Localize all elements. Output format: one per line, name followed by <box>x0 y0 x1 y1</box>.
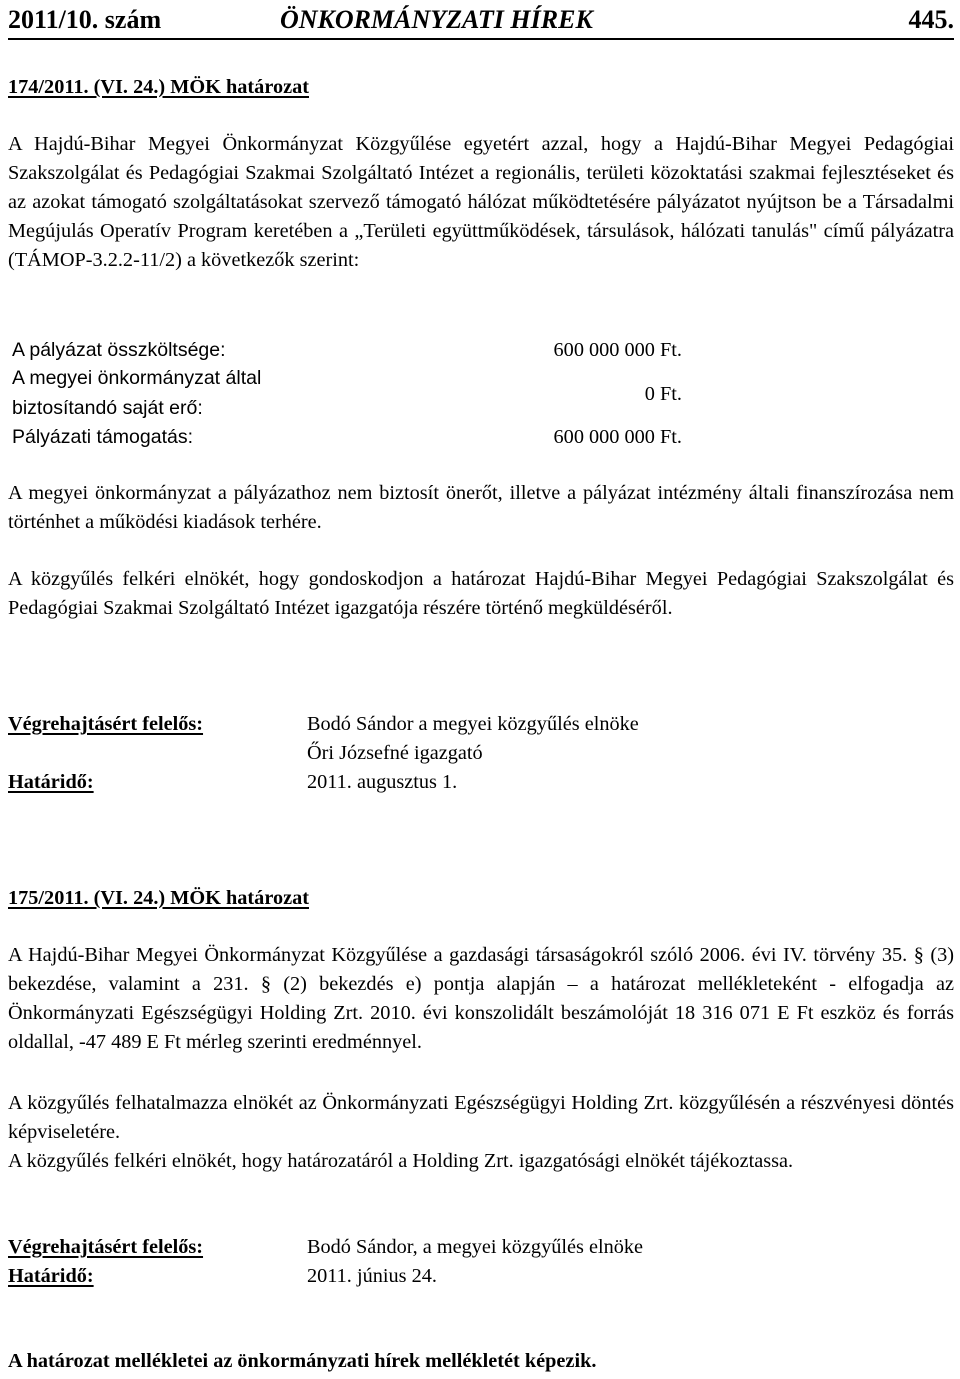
total-cost-label: A pályázat összköltsége: <box>12 339 226 361</box>
responsible-person: Bodó Sándor, a megyei közgyűlés elnöke <box>307 1236 644 1258</box>
resolution-174-paragraph-3: A közgyűlés felkéri elnökét, hogy gondoskodjon a határozat Hajdú-Bihar Megyei Pedagógiai Szakszolgálat és Pedagógiai Szakmai Szolgáltató Intézet igazgatója részére történő megküldéséről. <box>8 568 954 619</box>
responsible-person-1: Bodó Sándor a megyei közgyűlés elnöke <box>307 713 639 735</box>
attachments-note: A határozat mellékletei az önkormányzati hírek mellékletét képezik. <box>8 1350 597 1372</box>
resolution-174-title: 174/2011. (VI. 24.) MÖK határozat <box>8 76 309 98</box>
grant-value: 600 000 000 Ft. <box>553 426 682 448</box>
responsible-label: Végrehajtásért felelős: <box>8 713 204 735</box>
resolution-174-paragraph-1: A Hajdú-Bihar Megyei Önkormányzat Közgyűlése egyetért azzal, hogy a Hajdú-Bihar Megyei Pedagógiai Szakszolgálat és Pedagógiai Szakmai Szolgáltató Intézet a regionális, területi közoktatási szakmai fejlesztéseket és az azokat támogató szolgáltatásokat szervező támogató hálózat működtetésére pályázatot nyújtson be a Társadalmi Megújulás Operatív Program keretében a „Területi együttműködések, társulások, hálózati tanulás" című pályázatra (TÁMOP-3.2.2-11/2) a következők szerint: <box>8 133 954 271</box>
deadline-value: 2011. augusztus 1. <box>307 771 458 793</box>
issue-number: 2011/10. szám <box>8 5 162 34</box>
page-header <box>8 2 954 40</box>
own-contribution-value: 0 Ft. <box>644 383 682 405</box>
resolution-174-responsible <box>8 710 954 740</box>
resolution-175-title: 175/2011. (VI. 24.) MÖK határozat <box>8 887 309 909</box>
page-number: 445. <box>908 5 954 34</box>
resolution-175-paragraph-2: A közgyűlés felhatalmazza elnökét az Önkormányzati Egészségügyi Holding Zrt. közgyűlésén a részvényesi döntés képviseletére. <box>8 1092 954 1143</box>
deadline-label: Határidő: <box>8 771 94 793</box>
deadline-value: 2011. június 24. <box>307 1265 437 1287</box>
resolution-174-responsible-2 <box>8 739 954 769</box>
responsible-person-2: Őri Józsefné igazgató <box>307 742 483 764</box>
publication-title: ÖNKORMÁNYZATI HÍREK <box>280 5 593 34</box>
own-contribution-label-line2: biztosítandó saját erő: <box>12 397 203 419</box>
total-cost-value: 600 000 000 Ft. <box>553 339 682 361</box>
resolution-175-paragraph-3: A közgyűlés felkéri elnökét, hogy határozatáról a Holding Zrt. igazgatósági elnökét tájékoztassa. <box>8 1150 794 1172</box>
responsible-label: Végrehajtásért felelős: <box>8 1236 204 1258</box>
grant-label: Pályázati támogatás: <box>12 426 194 448</box>
resolution-175-paragraph-1: A Hajdú-Bihar Megyei Önkormányzat Közgyűlése a gazdasági társaságokról szóló 2006. évi IV. törvény 35. § (3) bekezdése, valamint a 231. § (2) bekezdés e) pontja alapján – a határozat mellékleteként - elfogadja az Önkormányzati Egészségügyi Holding Zrt. 2010. évi konszolidált beszámolóját 18 316 071 E Ft eszköz és forrás oldallal, -47 489 E Ft mérleg szerinti eredménnyel. <box>8 944 954 1053</box>
resolution-174-paragraph-2: A megyei önkormányzat a pályázathoz nem biztosít önerőt, illetve a pályázat intézmény általi finanszírozása nem történhet a működési kiadások terhére. <box>8 482 954 533</box>
own-contribution-label-line1: A megyei önkormányzat által <box>12 367 262 389</box>
deadline-label: Határidő: <box>8 1265 94 1287</box>
resolution-174-deadline <box>8 768 954 798</box>
resolution-175-deadline <box>8 1262 954 1292</box>
resolution-175-responsible <box>8 1233 954 1263</box>
